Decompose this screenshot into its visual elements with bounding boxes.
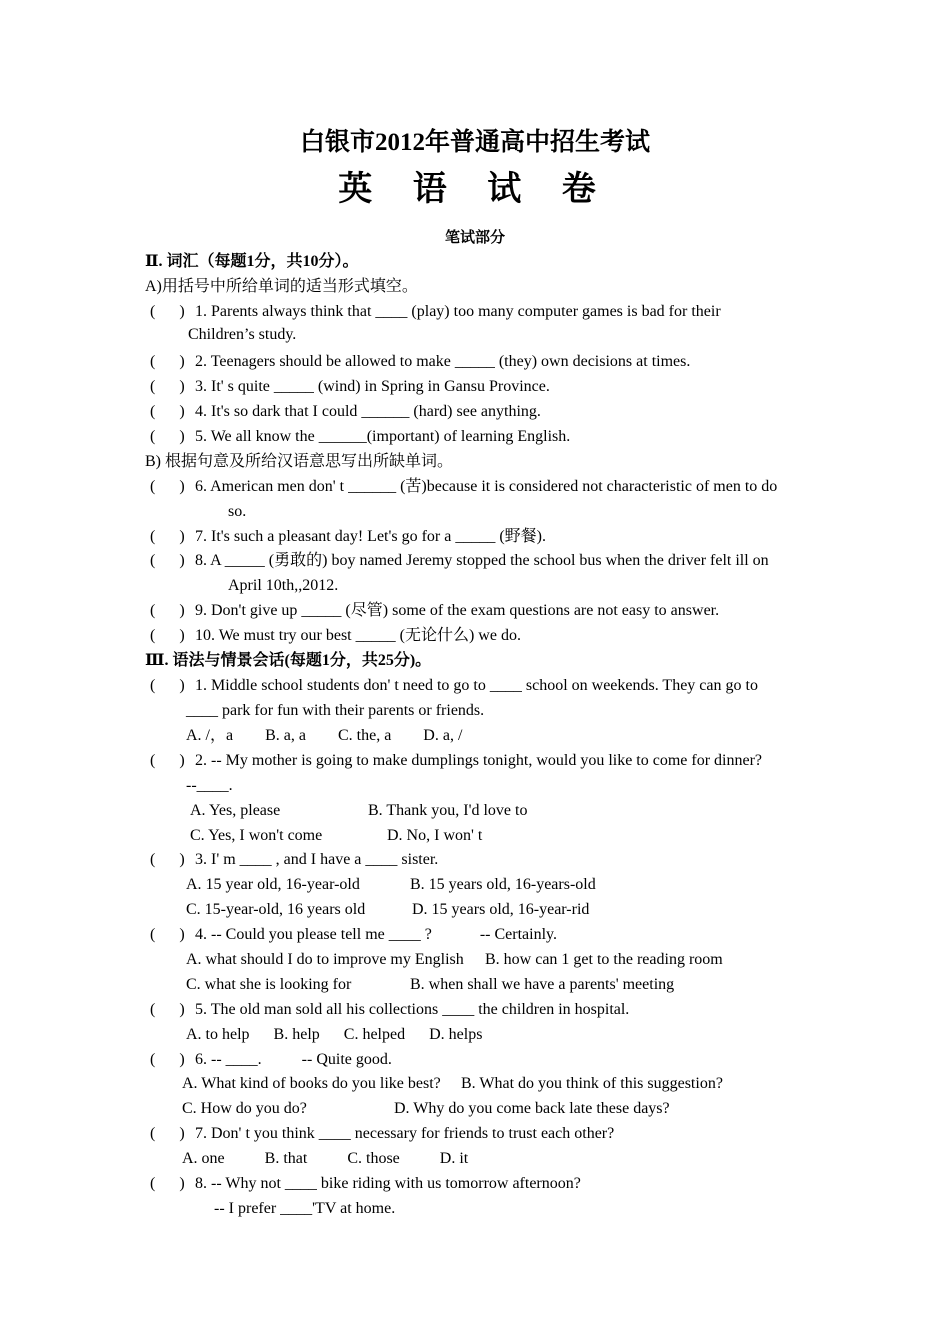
vocab-q1-line2: Children’s study. [188, 326, 297, 343]
grammar-q4: 4. -- Could you please tell me ____ ? -- Certainly. [195, 926, 557, 943]
part-label: 笔试部分 [444, 230, 505, 246]
answer-paren: ( ) [150, 1051, 185, 1068]
answer-paren: ( ) [150, 851, 185, 868]
grammar-q1-line2: ____ park for fun with their parents or friends. [186, 702, 485, 719]
vocab-q6-line2: so. [228, 503, 247, 520]
answer-paren: ( ) [150, 428, 185, 445]
grammar-q1-options: A. /，a B. a, a C. the, a D. a, / [186, 727, 463, 744]
answer-paren: ( ) [150, 378, 185, 395]
grammar-q1-line1: 1. Middle school students don' t need to go to ____ school on weekends. They can go to [195, 677, 758, 694]
answer-paren: ( ) [150, 552, 185, 569]
grammar-q2-option-b: B. Thank you, I'd love to [368, 802, 528, 819]
grammar-q4-option-b: B. how can 1 get to the reading room [485, 951, 723, 968]
section-3-heading: Ⅲ. 语法与情景会话(每题1分，共25分)。 [145, 652, 432, 669]
grammar-q6-option-d: D. Why do you come back late these days? [394, 1100, 670, 1117]
vocab-q2: 2. Teenagers should be allowed to make _____ (they) own decisions at times. [195, 353, 691, 370]
grammar-q2-option-d: D. No, I won' t [387, 827, 483, 844]
vocab-q4: 4. It's so dark that I could ______ (hard) see anything. [195, 403, 541, 420]
answer-paren: ( ) [150, 303, 185, 320]
grammar-q5: 5. The old man sold all his collections ____ the children in hospital. [195, 1001, 630, 1018]
grammar-q3: 3. I' m ____ , and I have a ____ sister. [195, 851, 439, 868]
grammar-q2-option-a: A. Yes, please [190, 802, 281, 819]
answer-paren: ( ) [150, 627, 185, 644]
grammar-q3-option-a: A. 15 year old, 16-year-old [186, 876, 360, 893]
answer-paren: ( ) [150, 353, 185, 370]
answer-paren: ( ) [150, 602, 185, 619]
grammar-q3-option-c: C. 15-year-old, 16 years old [186, 901, 366, 918]
grammar-q7: 7. Don' t you think ____ necessary for friends to trust each other? [195, 1125, 615, 1142]
part-b-instruction: B) 根据句意及所给汉语意思写出所缺单词。 [145, 453, 454, 470]
grammar-q2-line2: --____. [186, 777, 233, 794]
vocab-q5: 5. We all know the ______(important) of learning English. [195, 428, 571, 445]
grammar-q8-line2: -- I prefer ____'TV at home. [214, 1200, 396, 1217]
section-2-heading: Ⅱ. 词汇（每题1分，共10分）。 [145, 253, 359, 270]
answer-paren: ( ) [150, 752, 185, 769]
grammar-q6-option-b: B. What do you think of this suggestion? [461, 1075, 723, 1092]
grammar-q8-line1: 8. -- Why not ____ bike riding with us tomorrow afternoon? [195, 1175, 581, 1192]
exam-title: 白银市2012年普通高中招生考试 [299, 129, 650, 156]
answer-paren: ( ) [150, 1125, 185, 1142]
grammar-q3-option-d: D. 15 years old, 16-year-rid [412, 901, 590, 918]
grammar-q2-line1: 2. -- My mother is going to make dumplings tonight, would you like to come for dinner? [195, 752, 763, 769]
answer-paren: ( ) [150, 926, 185, 943]
grammar-q3-option-b: B. 15 years old, 16-years-old [410, 876, 596, 893]
vocab-q8-line2: April 10th,,2012. [228, 577, 339, 594]
vocab-q7: 7. It's such a pleasant day! Let's go for a _____ (野餐). [195, 528, 547, 545]
part-a-instruction: A)用括号中所给单词的适当形式填空。 [145, 278, 418, 295]
grammar-q6: 6. -- ____. -- Quite good. [195, 1051, 392, 1068]
vocab-q9: 9. Don't give up _____ (尽管) some of the exam questions are not easy to answer. [195, 602, 720, 619]
vocab-q3: 3. It' s quite _____ (wind) in Spring in Gansu Province. [195, 378, 550, 395]
answer-paren: ( ) [150, 1175, 185, 1192]
vocab-q6-line1: 6. American men don' t ______ (苦)because it is considered not characteristic of men to do [195, 478, 778, 495]
grammar-q4-option-a: A. what should I do to improve my English [186, 951, 464, 968]
vocab-q10: 10. We must try our best _____ (无论什么) we do. [195, 627, 521, 644]
answer-paren: ( ) [150, 403, 185, 420]
grammar-q7-options: A. one B. that C. those D. it [182, 1150, 469, 1167]
answer-paren: ( ) [150, 1001, 185, 1018]
grammar-q4-option-c: C. what she is looking for [186, 976, 352, 993]
answer-paren: ( ) [150, 528, 185, 545]
vocab-q1-line1: 1. Parents always think that ____ (play) too many computer games is bad for their [195, 303, 721, 320]
grammar-q5-options: A. to help B. help C. helped D. helps [186, 1026, 483, 1043]
grammar-q2-option-c: C. Yes, I won't come [190, 827, 323, 844]
grammar-q6-option-c: C. How do you do? [182, 1100, 307, 1117]
grammar-q4-option-d: B. when shall we have a parents' meeting [410, 976, 675, 993]
grammar-q6-option-a: A. What kind of books do you like best? [182, 1075, 441, 1092]
vocab-q8-line1: 8. A _____ (勇敢的) boy named Jeremy stopped the school bus when the driver felt ill on [195, 552, 769, 569]
answer-paren: ( ) [150, 478, 185, 495]
answer-paren: ( ) [150, 677, 185, 694]
subject-title: 英 语 试 卷 [338, 171, 612, 208]
